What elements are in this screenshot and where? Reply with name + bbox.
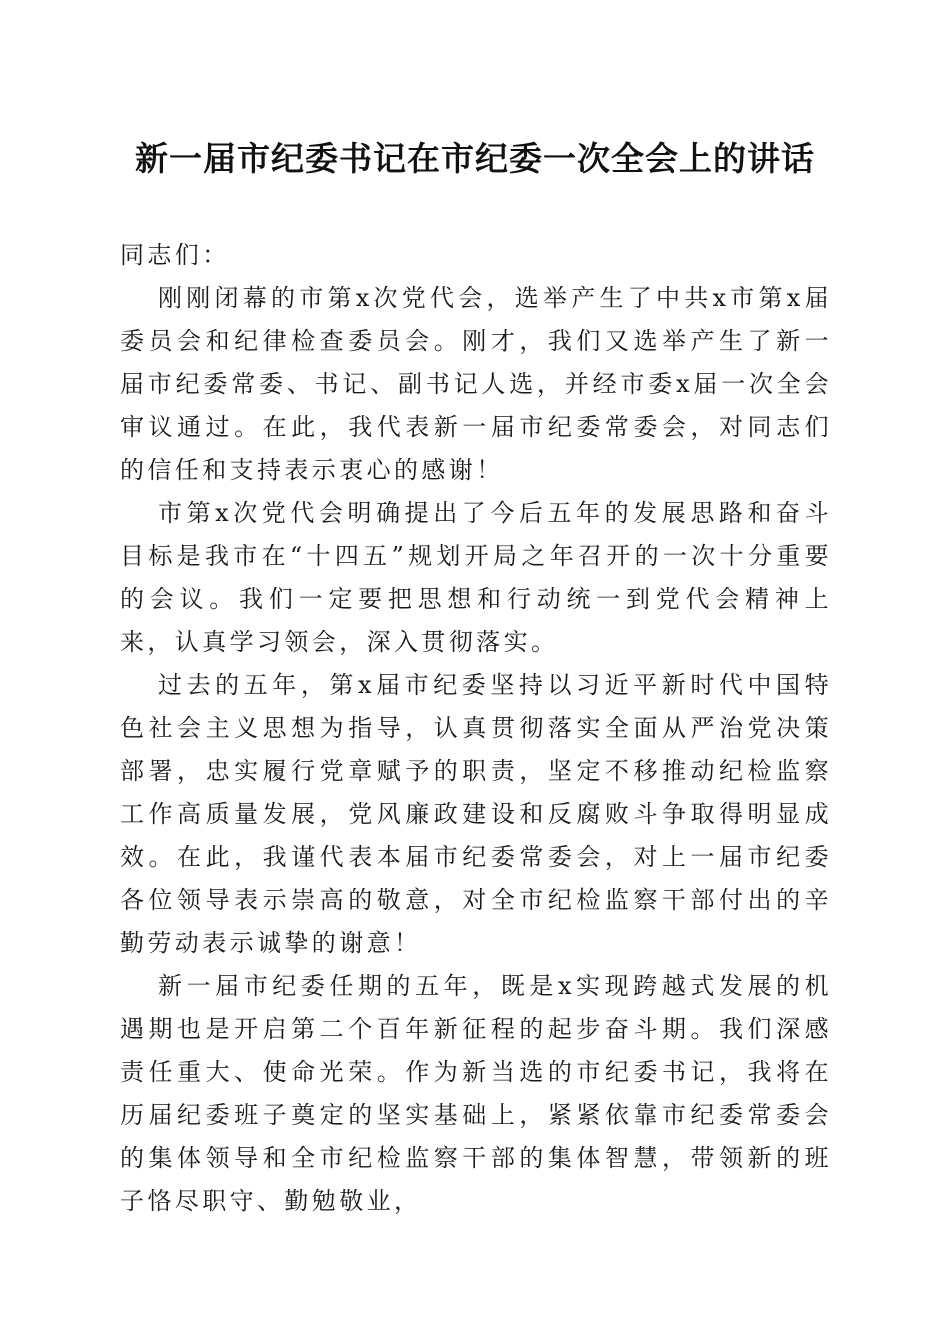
salutation: 同志们： xyxy=(120,241,230,269)
document-body xyxy=(120,234,832,1223)
paragraph-4: 新一届市纪委任期的五年，既是x实现跨越式发展的机遇期也是开启第二个百年新征程的起步奋斗期。我们深感责任重大、使命光荣。作为新当选的市纪委书记，我将在历届纪委班子奠定的坚实基础上，紧紧依靠市纪委常委会的集体领导和全市纪检监察干部的集体智慧，带领新的班子恪尽职守、勤勉敬业， xyxy=(120,972,832,1215)
paragraph-1: 刚刚闭幕的市第x次党代会，选举产生了中共x市第x届委员会和纪律检查委员会。刚才，我们又选举产生了新一届市纪委常委、书记、副书记人选，并经市委x届一次全会审议通过。在此，我代表新一届市纪委常委会，对同志们的信任和支持表示衷心的感谢！ xyxy=(120,284,832,484)
paragraph-3: 过去的五年，第x届市纪委坚持以习近平新时代中国特色社会主义思想为指导，认真贯彻落实全面从严治党决策部署，忠实履行党章赋予的职责，坚定不移推动纪检监察工作高质量发展，党风廉政建设和反腐败斗争取得明显成效。在此，我谨代表本届市纪委常委会，对上一届市纪委各位领导表示崇高的敬意，对全市纪检监察干部付出的辛勤劳动表示诚挚的谢意！ xyxy=(120,671,832,957)
document-title: 新一届市纪委书记在市纪委一次全会上的讲话 xyxy=(135,139,815,178)
paragraph-2: 市第x次党代会明确提出了今后五年的发展思路和奋斗目标是我市在“十四五”规划开局之年召开的一次十分重要的会议。我们一定要把思想和行动统一到党代会精神上来，认真学习领会，深入贯彻落实。 xyxy=(120,499,832,656)
